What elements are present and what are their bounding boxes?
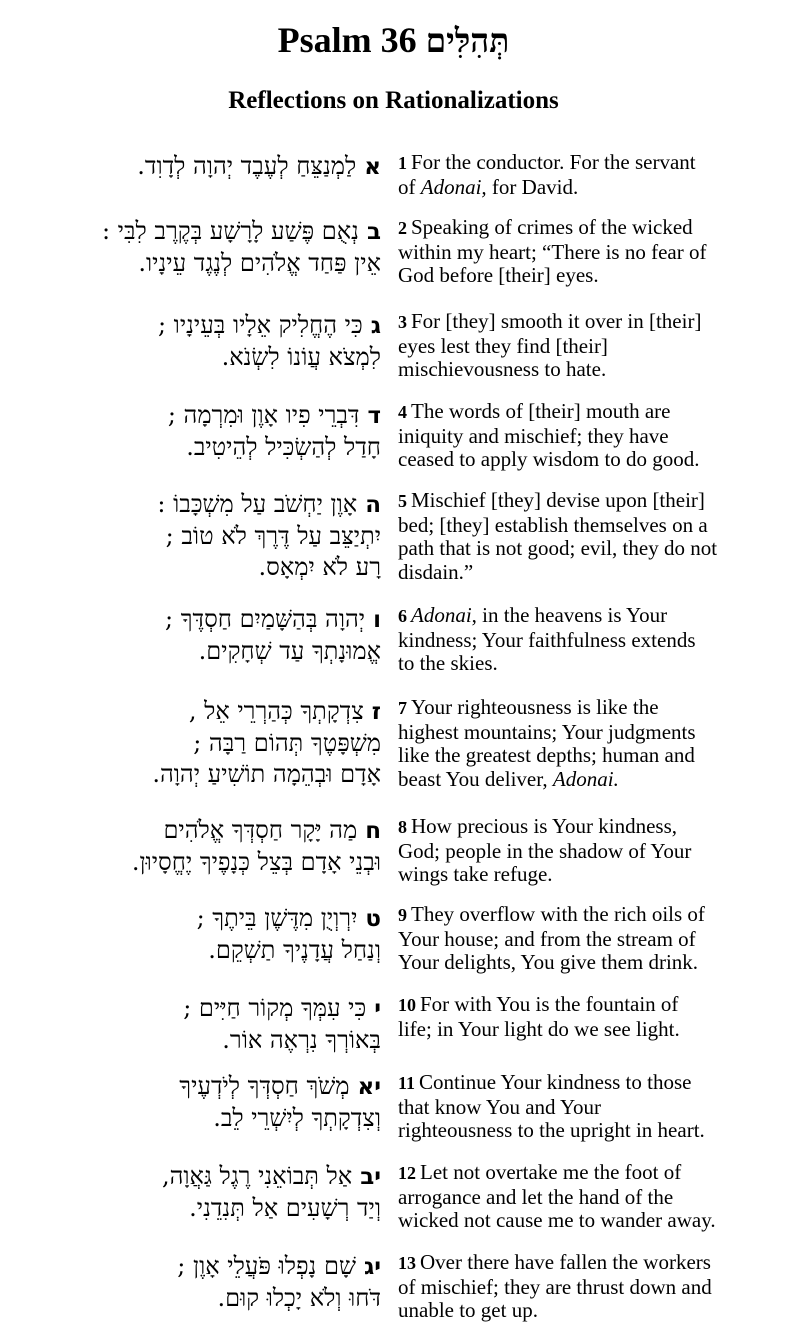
hebrew-text: בְּאוֹרְךָ נִרְאֶה אוֹר.: [222, 1026, 381, 1054]
english-line: [398, 176, 778, 200]
english-text: Speaking of crimes of the wicked: [411, 215, 693, 239]
english-text: wings take refuge.: [398, 862, 553, 886]
verse-english: [398, 151, 778, 199]
hebrew-line: [13, 432, 381, 463]
english-line: [398, 604, 778, 629]
english-verse-number: 4: [398, 402, 407, 422]
english-text: They overflow with the rich oils of: [411, 902, 705, 926]
hebrew-line: [13, 151, 381, 183]
english-line: [398, 1018, 778, 1042]
verse-english: [398, 489, 778, 584]
english-line: [398, 863, 778, 887]
english-verse-number: 7: [398, 698, 407, 718]
english-line: [398, 561, 778, 585]
hebrew-text: וְיַד רְשָׁעִים אַל תְּנִדֵנִי.: [189, 1194, 381, 1222]
english-text: Your righteousness is like the: [411, 695, 659, 719]
hebrew-line: [13, 1251, 381, 1283]
hebrew-text: אָדָם וּבְהֵמָה תוֹשִׁיעַ יְהוָה.: [152, 760, 381, 788]
hebrew-verse-number: ו: [373, 607, 381, 633]
hebrew-line: [13, 636, 381, 667]
english-line: [398, 358, 778, 382]
hebrew-verse-number: ז: [371, 699, 381, 725]
english-text: ceased to apply wisdom to do good.: [398, 447, 700, 471]
english-text: that know You and Your: [398, 1094, 602, 1119]
english-line: [398, 151, 778, 176]
hebrew-line: [13, 993, 381, 1025]
verse-hebrew: [13, 400, 381, 463]
english-line: [398, 1161, 778, 1186]
hebrew-line: [13, 342, 381, 373]
english-line: [398, 1071, 778, 1096]
hebrew-text: דֹּחוּ וְלֹא יָכְלוּ קוּם.: [217, 1284, 381, 1312]
english-line: [398, 425, 778, 449]
english-text: Your house; and from the stream of: [398, 926, 696, 951]
english-line: [398, 696, 778, 721]
english-verse-number: 13: [398, 1253, 416, 1273]
hebrew-line: [13, 847, 381, 878]
verse-hebrew: [13, 1161, 381, 1224]
hebrew-line: [13, 310, 381, 342]
hebrew-text: אָוֶן יַחְשֹׁב עַל מִשְׁכָּבוֹ :: [157, 490, 358, 518]
hebrew-text: מַה יָּקָר חַסְדְּךָ אֱלֹהִים: [163, 816, 358, 844]
english-text: God; people in the shadow of Your: [398, 838, 692, 863]
english-text: to the skies.: [398, 651, 498, 675]
english-text: for David.: [486, 174, 579, 199]
english-line: [398, 903, 778, 928]
hebrew-line: [13, 489, 381, 521]
page-title: [0, 16, 787, 65]
english-text: highest mountains; Your judgments: [398, 719, 696, 744]
english-line: [398, 241, 778, 265]
verse-hebrew: [13, 1071, 381, 1134]
verse-hebrew: [13, 993, 381, 1056]
english-line: [398, 768, 778, 792]
hebrew-text: שָׁם נָפְלוּ פֹּעֲלֵי אָוֶן ;: [177, 1252, 356, 1280]
hebrew-text: אֵין פַּחַד אֱלֹהִים לְנֶגֶד עֵינָיו.: [138, 249, 381, 277]
hebrew-text: מְשֹׁךְ חַסְדְּךָ לְיֹדְעֶיךָ: [179, 1072, 350, 1100]
verse-hebrew: [13, 1251, 381, 1314]
english-line: [398, 335, 778, 359]
hebrew-text: אַל תְּבוֹאֵנִי רֶגֶל גַּאֲוָה,: [161, 1162, 353, 1190]
english-line: [398, 928, 778, 952]
hebrew-verse-number: ט: [365, 906, 381, 932]
english-text: unable to get up.: [398, 1298, 538, 1322]
english-text: For [they] smooth it over in [their]: [411, 309, 702, 333]
english-text: Your delights, You give them drink.: [398, 950, 699, 974]
verse-hebrew: [13, 604, 381, 667]
hebrew-text: יִרְוְיֻן מִדֶּשֶׁן בֵּיתֶךָ ;: [196, 904, 358, 932]
hebrew-verse-number: יא: [357, 1074, 381, 1100]
hebrew-text: וְנַחַל עֲדָנֶיךָ תַשְׁקֵם.: [208, 936, 381, 964]
title-hebrew: תְּהִלִּים: [425, 21, 510, 60]
english-text: God before [their] eyes.: [398, 263, 599, 287]
hebrew-verse-number: ב: [366, 219, 381, 245]
english-line: [398, 1299, 778, 1323]
english-text: disdain.”: [398, 559, 474, 584]
verse-english: [398, 310, 778, 382]
english-text: wicked not cause me to wander away.: [398, 1208, 716, 1232]
hebrew-text: דִּבְרֵי פִיו אָוֶן וּמִרְמָה ;: [167, 401, 360, 429]
english-line: [398, 537, 778, 561]
english-text: within my heart; “There is no fear of: [398, 239, 707, 264]
english-text: Let not overtake me the foot of: [420, 1160, 682, 1184]
english-line: [398, 951, 778, 975]
english-text: How precious is Your kindness,: [411, 814, 678, 838]
hebrew-text: רָע לֹא יִמְאָס.: [258, 553, 381, 581]
english-text: like the greatest depths; human and: [398, 743, 695, 767]
english-text: beast You deliver,: [398, 766, 553, 791]
english-verse-number: 2: [398, 218, 407, 238]
verse-english: [398, 1071, 778, 1143]
english-italic-text: Adonai,: [420, 174, 487, 199]
verse-hebrew: [13, 815, 381, 878]
english-text: of: [398, 174, 421, 199]
english-text: For the conductor. For the servant: [411, 150, 696, 174]
hebrew-verse-number: א: [364, 154, 381, 180]
hebrew-verse-number: ה: [365, 492, 381, 518]
hebrew-verse-number: יב: [360, 1164, 381, 1190]
english-line: [398, 652, 778, 676]
hebrew-text: כִּי הֶחֱלִיק אֵלָיו בְּעֵינָיו ;: [157, 311, 363, 339]
english-verse-number: 9: [398, 905, 407, 925]
english-line: [398, 1209, 778, 1233]
title-english: Psalm 36: [277, 20, 417, 60]
hebrew-line: [13, 552, 381, 583]
hebrew-line: [13, 1103, 381, 1134]
english-text: , in the heavens is Your: [471, 603, 668, 627]
english-line: [398, 840, 778, 864]
hebrew-line: [13, 728, 381, 759]
hebrew-line: [13, 216, 381, 248]
english-line: [398, 815, 778, 840]
english-text: eyes lest they find [their]: [398, 333, 608, 358]
english-line: [398, 1251, 778, 1276]
hebrew-line: [13, 696, 381, 728]
english-text: The words of [their] mouth are: [411, 399, 671, 423]
hebrew-text: לַמְנַצֵּחַ לְעֶבֶד יְהוָה לְדָוִד.: [137, 152, 357, 180]
english-text: Over there have fallen the workers: [420, 1250, 711, 1274]
english-text: kindness; Your faithfulness extends: [398, 627, 696, 652]
hebrew-verse-number: ג: [370, 313, 381, 339]
english-line: [398, 721, 778, 745]
english-italic-text: Adonai: [411, 603, 472, 627]
english-line: [398, 264, 778, 288]
english-verse-number: 10: [398, 995, 416, 1015]
verse-english: [398, 815, 778, 887]
verse-english: [398, 1161, 778, 1233]
english-verse-number: 11: [398, 1073, 416, 1093]
hebrew-line: [13, 1025, 381, 1056]
hebrew-verse-number: י: [374, 996, 381, 1022]
verse-english: [398, 993, 778, 1041]
english-verse-number: 1: [398, 153, 407, 173]
verse-english: [398, 216, 778, 288]
english-text: path that is not good; evil, they do not: [398, 536, 718, 560]
verse-english: [398, 604, 778, 676]
hebrew-verse-number: ד: [367, 403, 381, 429]
hebrew-line: [13, 903, 381, 935]
verse-english: [398, 903, 778, 975]
hebrew-text: נְאֻם פֶּשַׁע לָרָשָׁע בְּקֶרֶב לִבִּי :: [101, 217, 359, 245]
hebrew-text: וְצִדְקָתְךָ לְיִשְׁרֵי לֵב.: [213, 1104, 381, 1132]
hebrew-line: [13, 1161, 381, 1193]
hebrew-line: [13, 1283, 381, 1314]
english-line: [398, 310, 778, 335]
hebrew-text: יִתְיַצֵּב עַל דֶּרֶךְ לֹא טוֹב ;: [165, 522, 381, 550]
hebrew-line: [13, 521, 381, 552]
english-line: [398, 1186, 778, 1210]
english-text: righteousness to the upright in heart.: [398, 1118, 705, 1142]
english-verse-number: 5: [398, 491, 407, 511]
verse-hebrew: [13, 696, 381, 790]
verse-hebrew: [13, 903, 381, 966]
english-line: [398, 629, 778, 653]
hebrew-text: צִדְקָתְךָ כְּהַרְרֵי אֵל ,: [188, 697, 364, 725]
hebrew-line: [13, 935, 381, 966]
english-text: arrogance and let the hand of the: [398, 1184, 674, 1209]
hebrew-text: אֱמוּנָתְךָ עַד שְׁחָקִים.: [198, 637, 381, 665]
hebrew-text: מִשְׁפָּטֶךָ תְּהוֹם רַבָּה ;: [193, 729, 381, 757]
english-line: [398, 1276, 778, 1300]
hebrew-text: וּבְנֵי אָדָם בְּצֵל כְּנָפֶיךָ יֶחֱסָיוּן.: [131, 848, 381, 876]
verse-hebrew: [13, 151, 381, 183]
english-line: [398, 216, 778, 241]
hebrew-text: לִמְצֹא עֲוֹנוֹ לִשְׂנֹא.: [221, 343, 381, 371]
page-subtitle: Reflections on Rationalizations: [228, 87, 559, 114]
english-text: mischievousness to hate.: [398, 357, 607, 381]
hebrew-text: כִּי עִמְּךָ מְקוֹר חַיִּים ;: [183, 994, 367, 1022]
english-text: Mischief [they] devise upon [their]: [411, 488, 705, 512]
verse-hebrew: [13, 216, 381, 279]
english-line: [398, 514, 778, 538]
hebrew-line: [13, 815, 381, 847]
hebrew-verse-number: יג: [363, 1254, 381, 1280]
english-line: [398, 993, 778, 1018]
hebrew-verse-number: ח: [365, 818, 381, 844]
english-verse-number: 6: [398, 606, 407, 626]
verse-hebrew: [13, 489, 381, 583]
hebrew-text: יְהוָה בְּהַשָּׁמַיִם חַסְדֶּךָ ;: [165, 605, 366, 633]
english-text: of mischief; they are thrust down and: [398, 1274, 712, 1299]
verse-english: [398, 696, 778, 791]
hebrew-text: חָדַל לְהַשְׂכִּיל לְהֵיטִיב.: [186, 433, 381, 461]
english-line: [398, 489, 778, 514]
verse-hebrew: [13, 310, 381, 373]
verse-english: [398, 1251, 778, 1323]
english-verse-number: 12: [398, 1163, 416, 1183]
verse-english: [398, 400, 778, 472]
hebrew-line: [13, 759, 381, 790]
english-verse-number: 8: [398, 817, 407, 837]
english-line: [398, 400, 778, 425]
english-text: Continue Your kindness to those: [419, 1070, 692, 1094]
english-verse-number: 3: [398, 312, 407, 332]
hebrew-line: [13, 1071, 381, 1103]
english-line: [398, 448, 778, 472]
hebrew-line: [13, 248, 381, 279]
english-text: For with You is the fountain of: [420, 992, 679, 1016]
english-text: life; in Your light do we see light.: [398, 1016, 680, 1041]
english-italic-text: Adonai.: [552, 766, 619, 791]
hebrew-line: [13, 400, 381, 432]
hebrew-line: [13, 1193, 381, 1224]
hebrew-line: [13, 604, 381, 636]
english-line: [398, 744, 778, 768]
english-line: [398, 1096, 778, 1120]
english-text: bed; [they] establish themselves on a: [398, 512, 708, 537]
english-text: iniquity and mischief; they have: [398, 423, 669, 448]
english-line: [398, 1119, 778, 1143]
